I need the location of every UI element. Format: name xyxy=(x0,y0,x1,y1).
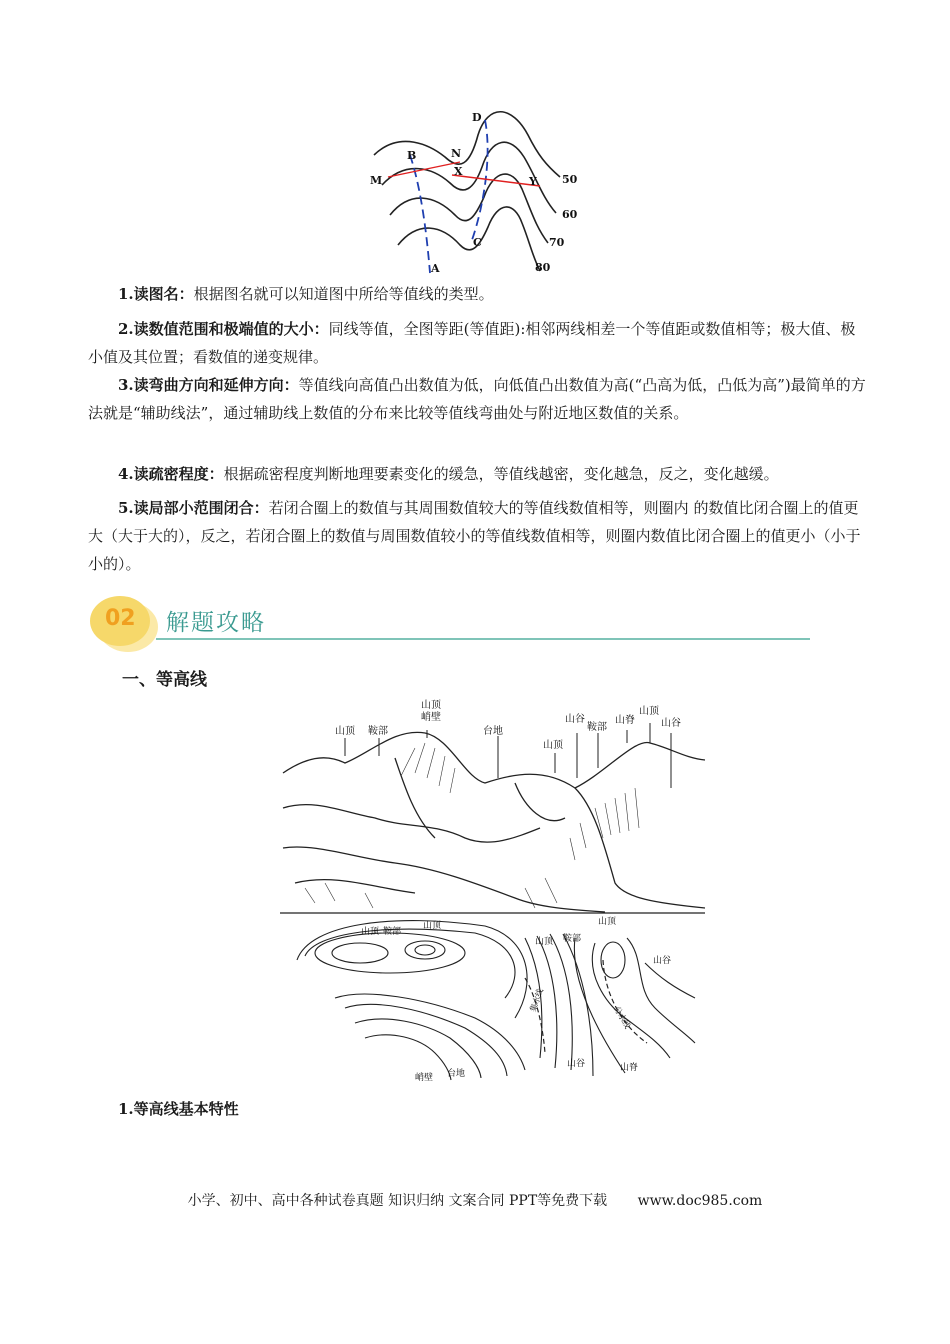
label-plateau-1: 台地 xyxy=(483,726,503,737)
map-label-peak-4: 山顶 xyxy=(598,917,617,927)
subheading-2: 1.等高线基本特性 xyxy=(118,1100,239,1118)
value-80: 80 xyxy=(535,261,551,274)
point-X: X xyxy=(454,165,463,178)
point-M: M xyxy=(370,174,383,187)
label-saddle-1: 鞍部 xyxy=(368,726,388,737)
point-B: B xyxy=(407,149,417,162)
map-label-peak-2: 山顶 xyxy=(423,921,442,931)
page-footer xyxy=(0,1190,950,1210)
map-label-ridge: 山脊 xyxy=(620,1063,639,1073)
isoline-diagram xyxy=(360,105,590,280)
terrain-sketch xyxy=(280,732,705,913)
map-label-valley-1: 山谷 xyxy=(653,956,672,966)
section-number: 02 xyxy=(105,606,136,631)
label-valley-1: 山谷 xyxy=(565,714,585,725)
label-ridge-1: 山脊 xyxy=(615,715,635,726)
sketch-hatching xyxy=(305,743,639,908)
label-valley-2: 山谷 xyxy=(661,718,681,729)
point-Y: Y xyxy=(529,175,537,188)
label-cliff-1: 峭壁 xyxy=(421,712,441,723)
map-label-saddle-2: 鞍部 xyxy=(563,934,582,944)
point-C: C xyxy=(473,236,482,249)
section-header xyxy=(90,596,810,646)
label-saddle-2: 鞍部 xyxy=(587,722,607,733)
map-label-cliff: 峭壁 xyxy=(415,1073,434,1083)
section-divider xyxy=(156,638,810,640)
item-4: 4.读疏密程度：根据疏密程度判断地理要素变化的缓急，等值线越密，变化越急，反之，变化越缓。 xyxy=(118,465,779,483)
label-peak-4: 山顶 xyxy=(639,706,659,717)
map-label-collect-line: 集水线 xyxy=(528,987,546,1013)
map-label-divide-line: 分水线 xyxy=(612,1004,632,1031)
footer-url[interactable]: www.doc985.com xyxy=(637,1193,763,1209)
point-N: N xyxy=(451,147,462,160)
value-50: 50 xyxy=(562,173,578,186)
map-label-saddle-1: 鞍部 xyxy=(383,927,402,937)
label-peak-2: 山顶 xyxy=(421,700,441,711)
section-title: 解题攻略 xyxy=(166,610,266,636)
map-label-peak-1: 山顶 xyxy=(361,927,380,937)
footer-text: 小学、初中、高中各种试卷真题 知识归纳 文案合同 PPT等免费下载 xyxy=(187,1193,608,1209)
point-D: D xyxy=(472,111,482,124)
map-label-peak-3: 山顶 xyxy=(535,937,554,947)
label-peak-3: 山顶 xyxy=(543,740,563,751)
item-1: 1.读图名：根据图名就可以知道图中所给等值线的类型。 xyxy=(118,285,494,303)
contour-map xyxy=(297,921,695,1080)
map-label-plateau: 台地 xyxy=(447,1069,466,1079)
value-70: 70 xyxy=(549,236,565,249)
terrain-contour-illustration xyxy=(275,698,710,1083)
subheading: 一、等高线 xyxy=(122,670,207,690)
label-peak-1: 山顶 xyxy=(335,726,355,737)
map-label-valley-2: 山谷 xyxy=(567,1059,586,1069)
point-A: A xyxy=(431,262,440,275)
item-2: 2.读数值范围和极端值的大小：同线等值，全图等距(等值距):相邻两线相差一个等值距或数值相等；极大值、极小值及其位置；看数值的递变规律。 xyxy=(88,320,856,366)
value-60: 60 xyxy=(562,208,578,221)
item-3: 3.读弯曲方向和延伸方向：等值线向高值凸出数值为低，向低值凸出数值为高(“凸高为低，凸低为高”)最简单的方法就是“辅助线法”，通过辅助线上数值的分布来比较等值线弯曲处与附近地区数值的关系。 xyxy=(88,376,866,422)
item-5: 5.读局部小范围闭合：若闭合圈上的数值与其周围数值较大的等值线数值相等，则圈内 的数值比闭合圈上的值更大（大于大的），反之，若闭合圈上的数值与周围数值较小的等值线数值相等，则圈内数值比闭合圈上的值更小（小于小的）。 xyxy=(88,499,861,573)
